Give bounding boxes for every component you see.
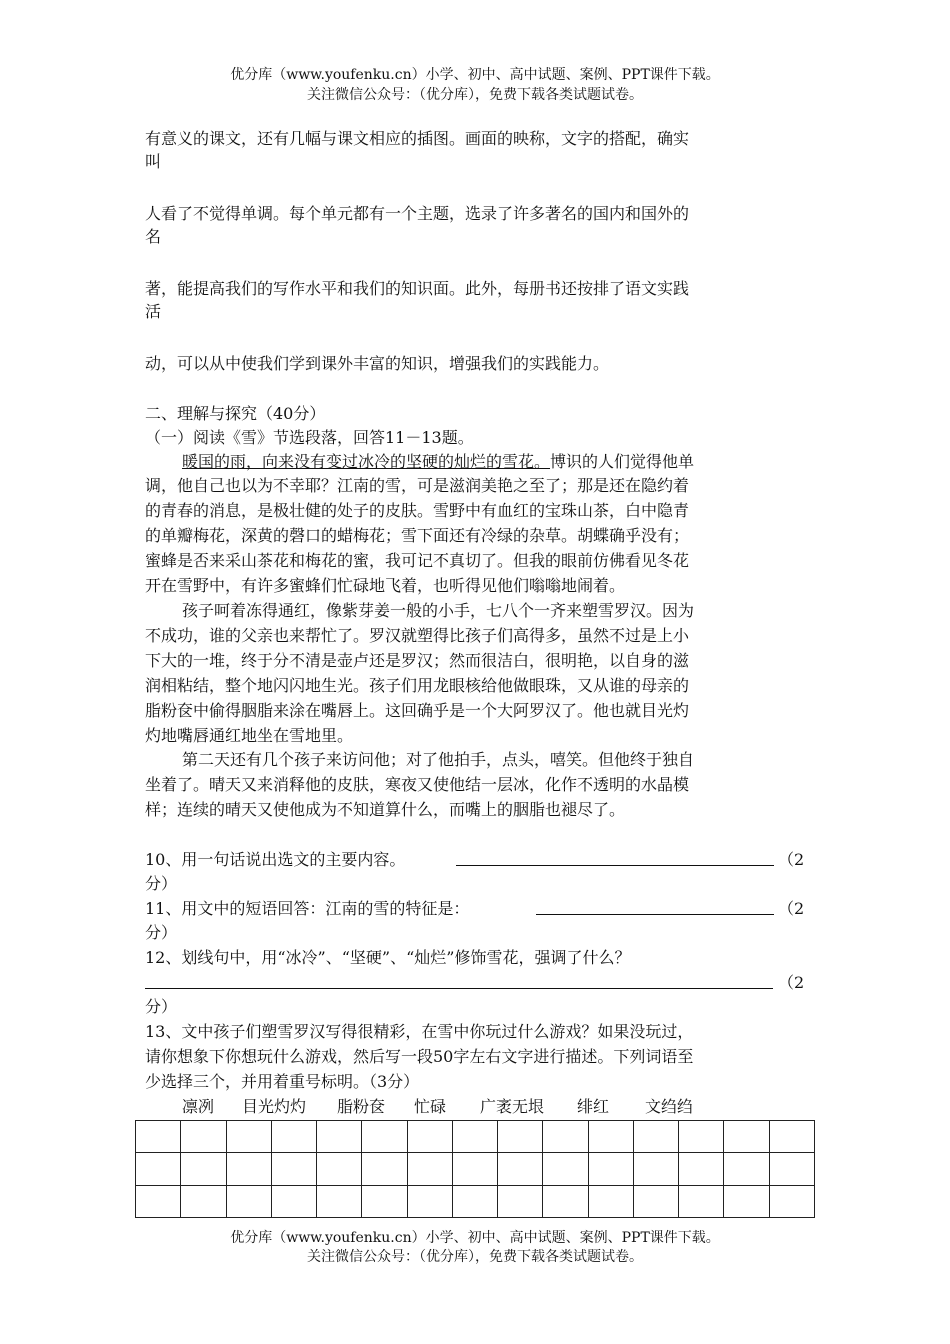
grid-cell[interactable] bbox=[181, 1121, 226, 1153]
question-11-answer-line[interactable] bbox=[536, 898, 774, 915]
grid-cell[interactable] bbox=[362, 1121, 407, 1153]
passage-p3-line-2: 坐着了。晴天又来消释他的皮肤，寒夜又使他结一层冰，化作不透明的水晶模 bbox=[145, 775, 690, 794]
grid-cell[interactable] bbox=[181, 1153, 226, 1185]
passage-p2-line-2: 不成功，谁的父亲也来帮忙了。罗汉就塑得比孩子们高得多，虽然不过是上小 bbox=[145, 626, 690, 645]
passage-p1-line-1 bbox=[182, 451, 694, 473]
grid-cell[interactable] bbox=[362, 1185, 407, 1217]
grid-cell[interactable] bbox=[724, 1153, 769, 1185]
grid-cell[interactable] bbox=[679, 1185, 724, 1217]
word-6: 绯红 bbox=[577, 1097, 610, 1116]
grid-cell[interactable] bbox=[769, 1153, 814, 1185]
grid-cell[interactable] bbox=[226, 1153, 271, 1185]
writing-grid[interactable] bbox=[135, 1120, 815, 1218]
grid-cell[interactable] bbox=[271, 1121, 316, 1153]
question-13-line-1: 13、文中孩子们塑雪罗汉写得很精彩，在雪中你玩过什么游戏？如果没玩过， bbox=[145, 1022, 694, 1041]
grid-cell[interactable] bbox=[452, 1121, 497, 1153]
grid-cell[interactable] bbox=[679, 1121, 724, 1153]
grid-row bbox=[136, 1121, 815, 1153]
intro-line-6: 活 bbox=[145, 302, 162, 321]
passage-p2-line-3: 下大的一堆，终于分不清是壶卢还是罗汉；然而很洁白，很明艳，以自身的滋 bbox=[145, 651, 690, 670]
passage-p1-line-5: 蜜蜂是否来采山茶花和梅花的蜜，我可记不真切了。但我的眼前仿佛看见冬花 bbox=[145, 551, 690, 570]
grid-cell[interactable] bbox=[633, 1121, 678, 1153]
question-11-text: 11、用文中的短语回答：江南的雪的特征是： bbox=[145, 899, 470, 918]
grid-row bbox=[136, 1153, 815, 1185]
word-5: 广袤无垠 bbox=[480, 1097, 545, 1116]
word-1: 凛冽 bbox=[182, 1097, 215, 1116]
passage-p1-line-1-rest: 博识的人们觉得他单 bbox=[550, 452, 695, 471]
grid-cell[interactable] bbox=[407, 1153, 452, 1185]
section-subtitle: （一）阅读《雪》节选段落，回答11－13题。 bbox=[145, 428, 474, 447]
question-10 bbox=[145, 849, 405, 871]
grid-cell[interactable] bbox=[407, 1121, 452, 1153]
grid-cell[interactable] bbox=[226, 1121, 271, 1153]
grid-cell[interactable] bbox=[769, 1121, 814, 1153]
header-line-1: 优分库（www.youfenku.cn）小学、初中、高中试题、案例、PPT课件下载。 bbox=[230, 67, 720, 83]
grid-cell[interactable] bbox=[317, 1121, 362, 1153]
passage-p3-line-1: 第二天还有几个孩子来访问他；对了他拍手，点头，嘻笑。但他终于独自 bbox=[182, 750, 695, 769]
grid-cell[interactable] bbox=[498, 1121, 543, 1153]
header-line-2: 关注微信公众号：（优分库），免费下载各类试题试卷。 bbox=[307, 87, 643, 103]
grid-cell[interactable] bbox=[136, 1185, 181, 1217]
question-10-text: 10、用一句话说出选文的主要内容。 bbox=[145, 850, 406, 869]
intro-line-2: 叫 bbox=[145, 152, 162, 171]
question-10-score: （2 bbox=[778, 850, 805, 869]
passage-p1-line-3: 的青春的消息，是极壮健的处子的皮肤。雪野中有血红的宝珠山茶，白中隐青 bbox=[145, 501, 690, 520]
question-13-line-3: 少选择三个，并用着重号标明。（3分） bbox=[145, 1072, 420, 1091]
passage-p1-line-6: 开在雪野中，有许多蜜蜂们忙碌地飞着，也听得见他们嗡嗡地闹着。 bbox=[145, 576, 626, 595]
footer-line-2: 关注微信公众号：（优分库），免费下载各类试题试卷。 bbox=[307, 1249, 643, 1265]
grid-cell[interactable] bbox=[588, 1121, 633, 1153]
grid-cell[interactable] bbox=[679, 1153, 724, 1185]
grid-cell[interactable] bbox=[498, 1153, 543, 1185]
grid-row bbox=[136, 1185, 815, 1217]
grid-cell[interactable] bbox=[271, 1153, 316, 1185]
footer-line-1: 优分库（www.youfenku.cn）小学、初中、高中试题、案例、PPT课件下载。 bbox=[230, 1230, 720, 1246]
question-10-answer-line[interactable] bbox=[456, 849, 774, 866]
grid-cell[interactable] bbox=[498, 1185, 543, 1217]
grid-cell[interactable] bbox=[271, 1185, 316, 1217]
passage-p2-line-6: 灼地嘴唇通红地坐在雪地里。 bbox=[145, 726, 354, 745]
grid-cell[interactable] bbox=[633, 1185, 678, 1217]
section-title: 二、理解与探究（40分） bbox=[145, 404, 326, 423]
question-11-score: （2 bbox=[778, 899, 805, 918]
question-13-line-2: 请你想象下你想玩什么游戏，然后写一段50字左右文字进行描述。下列词语至 bbox=[145, 1047, 694, 1066]
question-12-score: （2 bbox=[778, 973, 805, 992]
grid-cell[interactable] bbox=[136, 1121, 181, 1153]
underlined-sentence: 暖国的雨，向来没有变过冰冷的坚硬的灿烂的雪花。 bbox=[182, 452, 551, 471]
passage-p3-line-3: 样；连续的晴天又使他成为不知道算什么，而嘴上的胭脂也褪尽了。 bbox=[145, 800, 626, 819]
grid-cell[interactable] bbox=[543, 1185, 588, 1217]
passage-p2-line-4: 润相粘结，整个地闪闪地生光。孩子们用龙眼核给他做眼珠，又从谁的母亲的 bbox=[145, 676, 690, 695]
passage-p1-line-2: 调，他自己也以为不幸耶？江南的雪，可是滋润美艳之至了；那是还在隐约着 bbox=[145, 476, 690, 495]
intro-line-3: 人看了不觉得单调。每个单元都有一个主题，选录了许多著名的国内和国外的 bbox=[145, 204, 690, 223]
word-7: 文绉绉 bbox=[645, 1097, 694, 1116]
grid-cell[interactable] bbox=[633, 1153, 678, 1185]
grid-cell[interactable] bbox=[317, 1153, 362, 1185]
passage-p2-line-5: 脂粉奁中偷得胭脂来涂在嘴唇上。这回确乎是一个大阿罗汉了。他也就目光灼 bbox=[145, 701, 690, 720]
intro-line-4: 名 bbox=[145, 227, 162, 246]
grid-cell[interactable] bbox=[317, 1185, 362, 1217]
passage-p1-line-4: 的单瓣梅花，深黄的磬口的蜡梅花；雪下面还有冷绿的杂草。胡蝶确乎没有； bbox=[145, 526, 690, 545]
question-12-text: 12、划线句中，用“冰冷”、“坚硬”、“灿烂”修饰雪花，强调了什么？ bbox=[145, 948, 631, 967]
grid-cell[interactable] bbox=[769, 1185, 814, 1217]
grid-cell[interactable] bbox=[407, 1185, 452, 1217]
intro-line-5: 著，能提高我们的写作水平和我们的知识面。此外，每册书还按排了语文实践 bbox=[145, 279, 690, 298]
word-4: 忙碌 bbox=[414, 1097, 447, 1116]
passage-p2-line-1: 孩子呵着冻得通红，像紫芽姜一般的小手，七八个一齐来塑雪罗汉。因为 bbox=[182, 601, 695, 620]
grid-cell[interactable] bbox=[724, 1185, 769, 1217]
grid-cell[interactable] bbox=[543, 1153, 588, 1185]
grid-cell[interactable] bbox=[452, 1185, 497, 1217]
question-10-score-end: 分） bbox=[145, 874, 178, 893]
word-3: 脂粉奁 bbox=[337, 1097, 386, 1116]
grid-cell[interactable] bbox=[452, 1153, 497, 1185]
word-2: 目光灼灼 bbox=[242, 1097, 307, 1116]
question-12-answer-line[interactable] bbox=[145, 972, 773, 989]
grid-cell[interactable] bbox=[724, 1121, 769, 1153]
grid-cell[interactable] bbox=[588, 1153, 633, 1185]
grid-cell[interactable] bbox=[362, 1153, 407, 1185]
grid-cell[interactable] bbox=[226, 1185, 271, 1217]
question-11-score-end: 分） bbox=[145, 923, 178, 942]
grid-cell[interactable] bbox=[136, 1153, 181, 1185]
grid-cell[interactable] bbox=[181, 1185, 226, 1217]
grid-cell[interactable] bbox=[588, 1185, 633, 1217]
question-12-score-end: 分） bbox=[145, 997, 178, 1016]
intro-line-7: 动，可以从中使我们学到课外丰富的知识，增强我们的实践能力。 bbox=[145, 354, 610, 373]
intro-line-1: 有意义的课文，还有几幅与课文相应的插图。画面的映称，文字的搭配，确实 bbox=[145, 129, 690, 148]
grid-cell[interactable] bbox=[543, 1121, 588, 1153]
